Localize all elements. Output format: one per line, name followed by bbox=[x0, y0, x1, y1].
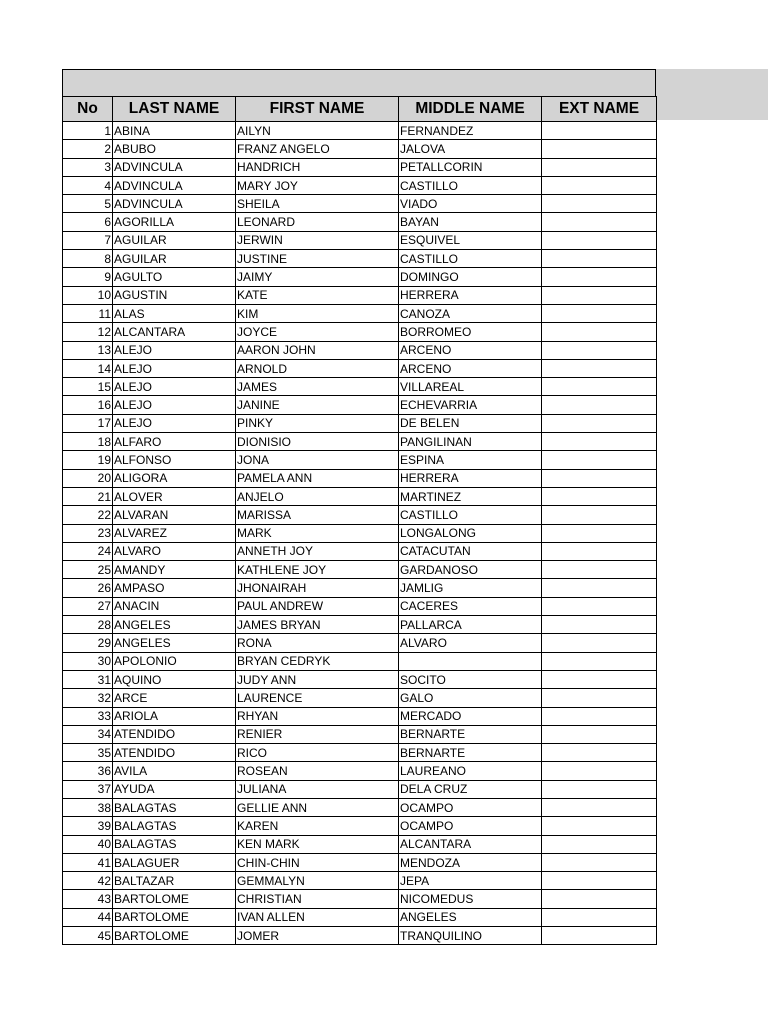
cell-ext-name[interactable] bbox=[542, 359, 657, 377]
cell-no[interactable]: 40 bbox=[63, 835, 113, 853]
table-row bbox=[63, 762, 657, 780]
table-row bbox=[63, 670, 657, 688]
cell-last-name[interactable]: ALEJO bbox=[113, 396, 236, 414]
cell-no[interactable]: 14 bbox=[63, 359, 113, 377]
column-header-last-name[interactable]: LAST NAME bbox=[113, 97, 236, 122]
cell-last-name[interactable]: AGULTO bbox=[113, 268, 236, 286]
cell-ext-name[interactable] bbox=[542, 286, 657, 304]
cell-ext-name[interactable] bbox=[542, 122, 657, 140]
cell-middle-name[interactable]: PETALLCORIN bbox=[399, 158, 542, 176]
cell-last-name[interactable]: AQUINO bbox=[113, 670, 236, 688]
cell-last-name[interactable]: ARIOLA bbox=[113, 707, 236, 725]
cell-last-name[interactable]: ANGELES bbox=[113, 634, 236, 652]
cell-ext-name[interactable] bbox=[542, 670, 657, 688]
cell-no[interactable]: 10 bbox=[63, 286, 113, 304]
cell-last-name[interactable]: ALCANTARA bbox=[113, 323, 236, 341]
cell-ext-name[interactable] bbox=[542, 780, 657, 798]
cell-ext-name[interactable] bbox=[542, 579, 657, 597]
table-row bbox=[63, 707, 657, 725]
cell-ext-name[interactable] bbox=[542, 817, 657, 835]
cell-first-name[interactable]: LAURENCE bbox=[236, 689, 399, 707]
cell-no[interactable]: 31 bbox=[63, 670, 113, 688]
cell-no[interactable]: 18 bbox=[63, 433, 113, 451]
table-row bbox=[63, 231, 657, 249]
cell-ext-name[interactable] bbox=[542, 652, 657, 670]
cell-ext-name[interactable] bbox=[542, 506, 657, 524]
cell-last-name[interactable]: BALAGUER bbox=[113, 853, 236, 871]
table-row bbox=[63, 908, 657, 926]
cell-first-name[interactable]: MARISSA bbox=[236, 506, 399, 524]
cell-no[interactable]: 30 bbox=[63, 652, 113, 670]
cell-middle-name[interactable]: CASTILLO bbox=[399, 176, 542, 194]
cell-ext-name[interactable] bbox=[542, 927, 657, 945]
cell-first-name[interactable]: ANJELO bbox=[236, 487, 399, 505]
table-row bbox=[63, 250, 657, 268]
cell-ext-name[interactable] bbox=[542, 890, 657, 908]
table-row bbox=[63, 634, 657, 652]
cell-no[interactable]: 27 bbox=[63, 597, 113, 615]
cell-ext-name[interactable] bbox=[542, 231, 657, 249]
cell-no[interactable]: 41 bbox=[63, 853, 113, 871]
cell-first-name[interactable]: GELLIE ANN bbox=[236, 798, 399, 816]
cell-middle-name[interactable]: ESPINA bbox=[399, 451, 542, 469]
cell-last-name[interactable]: AGUILAR bbox=[113, 250, 236, 268]
cell-first-name[interactable]: AILYN bbox=[236, 122, 399, 140]
cell-first-name[interactable]: PAMELA ANN bbox=[236, 469, 399, 487]
cell-middle-name[interactable]: ESQUIVEL bbox=[399, 231, 542, 249]
cell-no[interactable]: 21 bbox=[63, 487, 113, 505]
cell-no[interactable]: 6 bbox=[63, 213, 113, 231]
cell-first-name[interactable]: FRANZ ANGELO bbox=[236, 140, 399, 158]
cell-first-name[interactable]: JERWIN bbox=[236, 231, 399, 249]
cell-ext-name[interactable] bbox=[542, 744, 657, 762]
cell-middle-name[interactable]: PALLARCA bbox=[399, 616, 542, 634]
cell-middle-name[interactable] bbox=[399, 652, 542, 670]
cell-middle-name[interactable]: JEPA bbox=[399, 872, 542, 890]
cell-no[interactable]: 26 bbox=[63, 579, 113, 597]
cell-first-name[interactable]: JAMES BRYAN bbox=[236, 616, 399, 634]
table-row bbox=[63, 542, 657, 560]
table-row bbox=[63, 780, 657, 798]
cell-last-name[interactable]: ALVARO bbox=[113, 542, 236, 560]
cell-ext-name[interactable] bbox=[542, 414, 657, 432]
cell-middle-name[interactable]: MERCADO bbox=[399, 707, 542, 725]
cell-ext-name[interactable] bbox=[542, 323, 657, 341]
cell-last-name[interactable]: ALEJO bbox=[113, 378, 236, 396]
cell-last-name[interactable]: ALIGORA bbox=[113, 469, 236, 487]
cell-middle-name[interactable]: SOCITO bbox=[399, 670, 542, 688]
table-row bbox=[63, 927, 657, 945]
cell-last-name[interactable]: ALVARAN bbox=[113, 506, 236, 524]
cell-first-name[interactable]: AARON JOHN bbox=[236, 341, 399, 359]
cell-last-name[interactable]: BARTOLOME bbox=[113, 927, 236, 945]
cell-last-name[interactable]: ALOVER bbox=[113, 487, 236, 505]
cell-last-name[interactable]: BALAGTAS bbox=[113, 835, 236, 853]
cell-first-name[interactable]: GEMMALYN bbox=[236, 872, 399, 890]
cell-middle-name[interactable]: HERRERA bbox=[399, 286, 542, 304]
table-row bbox=[63, 140, 657, 158]
cell-first-name[interactable]: KAREN bbox=[236, 817, 399, 835]
cell-middle-name[interactable]: ECHEVARRIA bbox=[399, 396, 542, 414]
cell-ext-name[interactable] bbox=[542, 524, 657, 542]
cell-first-name[interactable]: ARNOLD bbox=[236, 359, 399, 377]
cell-ext-name[interactable] bbox=[542, 396, 657, 414]
table-row bbox=[63, 176, 657, 194]
cell-last-name[interactable]: ATENDIDO bbox=[113, 725, 236, 743]
header-fill-band bbox=[656, 69, 768, 120]
cell-middle-name[interactable]: CANOZA bbox=[399, 304, 542, 322]
column-header-no[interactable]: No bbox=[63, 97, 113, 122]
cell-ext-name[interactable] bbox=[542, 707, 657, 725]
cell-last-name[interactable]: ANGELES bbox=[113, 616, 236, 634]
cell-middle-name[interactable]: MARTINEZ bbox=[399, 487, 542, 505]
cell-last-name[interactable]: AMANDY bbox=[113, 561, 236, 579]
cell-middle-name[interactable]: DE BELEN bbox=[399, 414, 542, 432]
cell-ext-name[interactable] bbox=[542, 195, 657, 213]
cell-last-name[interactable]: AMPASO bbox=[113, 579, 236, 597]
cell-first-name[interactable]: RENIER bbox=[236, 725, 399, 743]
table-row bbox=[63, 579, 657, 597]
cell-first-name[interactable]: RONA bbox=[236, 634, 399, 652]
cell-ext-name[interactable] bbox=[542, 689, 657, 707]
table-row bbox=[63, 725, 657, 743]
cell-ext-name[interactable] bbox=[542, 304, 657, 322]
cell-first-name[interactable]: JANINE bbox=[236, 396, 399, 414]
cell-middle-name[interactable]: CACERES bbox=[399, 597, 542, 615]
table-row bbox=[63, 597, 657, 615]
cell-middle-name[interactable]: ALCANTARA bbox=[399, 835, 542, 853]
cell-middle-name[interactable]: HERRERA bbox=[399, 469, 542, 487]
cell-last-name[interactable]: ATENDIDO bbox=[113, 744, 236, 762]
cell-no[interactable]: 38 bbox=[63, 798, 113, 816]
cell-no[interactable]: 25 bbox=[63, 561, 113, 579]
cell-first-name[interactable]: JOYCE bbox=[236, 323, 399, 341]
cell-last-name[interactable]: AGUSTIN bbox=[113, 286, 236, 304]
cell-last-name[interactable]: ALEJO bbox=[113, 341, 236, 359]
table-row bbox=[63, 744, 657, 762]
cell-last-name[interactable]: ADVINCULA bbox=[113, 195, 236, 213]
cell-middle-name[interactable]: LONGALONG bbox=[399, 524, 542, 542]
table-row bbox=[63, 506, 657, 524]
cell-no[interactable]: 39 bbox=[63, 817, 113, 835]
table-row bbox=[63, 341, 657, 359]
cell-ext-name[interactable] bbox=[542, 616, 657, 634]
cell-middle-name[interactable]: BORROMEO bbox=[399, 323, 542, 341]
cell-middle-name[interactable]: ANGELES bbox=[399, 908, 542, 926]
table-row bbox=[63, 469, 657, 487]
cell-middle-name[interactable]: ALVARO bbox=[399, 634, 542, 652]
cell-first-name[interactable]: HANDRICH bbox=[236, 158, 399, 176]
table-row bbox=[63, 798, 657, 816]
table-row bbox=[63, 524, 657, 542]
table-row bbox=[63, 835, 657, 853]
cell-last-name[interactable]: ALFARO bbox=[113, 433, 236, 451]
table-row bbox=[63, 414, 657, 432]
cell-no[interactable]: 7 bbox=[63, 231, 113, 249]
cell-last-name[interactable]: APOLONIO bbox=[113, 652, 236, 670]
cell-no[interactable]: 45 bbox=[63, 927, 113, 945]
column-header-ext-name[interactable]: EXT NAME bbox=[542, 97, 657, 122]
cell-ext-name[interactable] bbox=[542, 853, 657, 871]
cell-first-name[interactable]: MARY JOY bbox=[236, 176, 399, 194]
cell-no[interactable]: 12 bbox=[63, 323, 113, 341]
cell-first-name[interactable]: ROSEAN bbox=[236, 762, 399, 780]
table-row bbox=[63, 853, 657, 871]
cell-no[interactable]: 24 bbox=[63, 542, 113, 560]
cell-first-name[interactable]: KATHLENE JOY bbox=[236, 561, 399, 579]
cell-no[interactable]: 15 bbox=[63, 378, 113, 396]
cell-ext-name[interactable] bbox=[542, 872, 657, 890]
cell-last-name[interactable]: ALEJO bbox=[113, 414, 236, 432]
table-row bbox=[63, 689, 657, 707]
cell-middle-name[interactable]: OCAMPO bbox=[399, 817, 542, 835]
header-row bbox=[63, 97, 657, 122]
cell-last-name[interactable]: ALAS bbox=[113, 304, 236, 322]
table-row bbox=[63, 304, 657, 322]
table-row bbox=[63, 268, 657, 286]
name-list-sheet bbox=[62, 69, 656, 945]
cell-first-name[interactable]: SHEILA bbox=[236, 195, 399, 213]
cell-middle-name[interactable]: LAUREANO bbox=[399, 762, 542, 780]
cell-middle-name[interactable]: BERNARTE bbox=[399, 725, 542, 743]
cell-last-name[interactable]: AGUILAR bbox=[113, 231, 236, 249]
cell-ext-name[interactable] bbox=[542, 487, 657, 505]
cell-last-name[interactable]: ABINA bbox=[113, 122, 236, 140]
table-row bbox=[63, 616, 657, 634]
cell-ext-name[interactable] bbox=[542, 250, 657, 268]
names-table bbox=[62, 96, 657, 945]
cell-first-name[interactable]: PAUL ANDREW bbox=[236, 597, 399, 615]
cell-ext-name[interactable] bbox=[542, 176, 657, 194]
cell-first-name[interactable]: JULIANA bbox=[236, 780, 399, 798]
table-row bbox=[63, 359, 657, 377]
cell-middle-name[interactable]: VIADO bbox=[399, 195, 542, 213]
cell-first-name[interactable]: RICO bbox=[236, 744, 399, 762]
cell-no[interactable]: 16 bbox=[63, 396, 113, 414]
table-row bbox=[63, 378, 657, 396]
cell-ext-name[interactable] bbox=[542, 798, 657, 816]
cell-ext-name[interactable] bbox=[542, 213, 657, 231]
cell-ext-name[interactable] bbox=[542, 835, 657, 853]
cell-no[interactable]: 9 bbox=[63, 268, 113, 286]
cell-first-name[interactable]: ANNETH JOY bbox=[236, 542, 399, 560]
cell-first-name[interactable]: CHRISTIAN bbox=[236, 890, 399, 908]
cell-first-name[interactable]: JUSTINE bbox=[236, 250, 399, 268]
cell-no[interactable]: 1 bbox=[63, 122, 113, 140]
cell-last-name[interactable]: ADVINCULA bbox=[113, 176, 236, 194]
cell-ext-name[interactable] bbox=[542, 378, 657, 396]
table-row bbox=[63, 122, 657, 140]
cell-middle-name[interactable]: PANGILINAN bbox=[399, 433, 542, 451]
table-row bbox=[63, 817, 657, 835]
cell-last-name[interactable]: BARTOLOME bbox=[113, 908, 236, 926]
cell-no[interactable]: 44 bbox=[63, 908, 113, 926]
cell-first-name[interactable]: JONA bbox=[236, 451, 399, 469]
cell-middle-name[interactable]: JALOVA bbox=[399, 140, 542, 158]
cell-middle-name[interactable]: MENDOZA bbox=[399, 853, 542, 871]
cell-no[interactable]: 5 bbox=[63, 195, 113, 213]
cell-ext-name[interactable] bbox=[542, 561, 657, 579]
table-row bbox=[63, 652, 657, 670]
table-row bbox=[63, 195, 657, 213]
cell-first-name[interactable]: PINKY bbox=[236, 414, 399, 432]
cell-middle-name[interactable]: DOMINGO bbox=[399, 268, 542, 286]
cell-no[interactable]: 13 bbox=[63, 341, 113, 359]
cell-no[interactable]: 4 bbox=[63, 176, 113, 194]
cell-no[interactable]: 37 bbox=[63, 780, 113, 798]
cell-first-name[interactable]: MARK bbox=[236, 524, 399, 542]
cell-first-name[interactable]: JOMER bbox=[236, 927, 399, 945]
cell-ext-name[interactable] bbox=[542, 158, 657, 176]
cell-middle-name[interactable]: BERNARTE bbox=[399, 744, 542, 762]
cell-first-name[interactable]: CHIN-CHIN bbox=[236, 853, 399, 871]
cell-last-name[interactable]: ALEJO bbox=[113, 359, 236, 377]
cell-first-name[interactable]: RHYAN bbox=[236, 707, 399, 725]
cell-middle-name[interactable]: NICOMEDUS bbox=[399, 890, 542, 908]
cell-no[interactable]: 28 bbox=[63, 616, 113, 634]
cell-middle-name[interactable]: JAMLIG bbox=[399, 579, 542, 597]
cell-last-name[interactable]: AVILA bbox=[113, 762, 236, 780]
cell-first-name[interactable]: JAIMY bbox=[236, 268, 399, 286]
cell-first-name[interactable]: JUDY ANN bbox=[236, 670, 399, 688]
cell-last-name[interactable]: BARTOLOME bbox=[113, 890, 236, 908]
cell-first-name[interactable]: JAMES bbox=[236, 378, 399, 396]
cell-last-name[interactable]: ABUBO bbox=[113, 140, 236, 158]
cell-middle-name[interactable]: GARDANOSO bbox=[399, 561, 542, 579]
table-row bbox=[63, 487, 657, 505]
cell-ext-name[interactable] bbox=[542, 341, 657, 359]
cell-last-name[interactable]: ARCE bbox=[113, 689, 236, 707]
table-row bbox=[63, 396, 657, 414]
cell-middle-name[interactable]: ARCENO bbox=[399, 359, 542, 377]
cell-middle-name[interactable]: VILLAREAL bbox=[399, 378, 542, 396]
cell-last-name[interactable]: ANACIN bbox=[113, 597, 236, 615]
cell-first-name[interactable]: LEONARD bbox=[236, 213, 399, 231]
cell-middle-name[interactable]: TRANQUILINO bbox=[399, 927, 542, 945]
column-header-first-name[interactable]: FIRST NAME bbox=[236, 97, 399, 122]
cell-no[interactable]: 43 bbox=[63, 890, 113, 908]
table-row bbox=[63, 286, 657, 304]
cell-middle-name[interactable]: ARCENO bbox=[399, 341, 542, 359]
cell-first-name[interactable]: DIONISIO bbox=[236, 433, 399, 451]
cell-middle-name[interactable]: GALO bbox=[399, 689, 542, 707]
cell-ext-name[interactable] bbox=[542, 634, 657, 652]
table-row bbox=[63, 451, 657, 469]
cell-no[interactable]: 42 bbox=[63, 872, 113, 890]
cell-last-name[interactable]: AGORILLA bbox=[113, 213, 236, 231]
table-row bbox=[63, 890, 657, 908]
table-row bbox=[63, 158, 657, 176]
cell-last-name[interactable]: BALTAZAR bbox=[113, 872, 236, 890]
cell-ext-name[interactable] bbox=[542, 433, 657, 451]
cell-middle-name[interactable]: CATACUTAN bbox=[399, 542, 542, 560]
cell-first-name[interactable]: KEN MARK bbox=[236, 835, 399, 853]
table-row bbox=[63, 323, 657, 341]
cell-first-name[interactable]: KATE bbox=[236, 286, 399, 304]
cell-ext-name[interactable] bbox=[542, 140, 657, 158]
cell-no[interactable]: 23 bbox=[63, 524, 113, 542]
table-body bbox=[63, 122, 657, 945]
cell-middle-name[interactable]: CASTILLO bbox=[399, 506, 542, 524]
cell-middle-name[interactable]: CASTILLO bbox=[399, 250, 542, 268]
cell-middle-name[interactable]: OCAMPO bbox=[399, 798, 542, 816]
cell-last-name[interactable]: BALAGTAS bbox=[113, 817, 236, 835]
cell-no[interactable]: 2 bbox=[63, 140, 113, 158]
cell-ext-name[interactable] bbox=[542, 725, 657, 743]
cell-no[interactable]: 35 bbox=[63, 744, 113, 762]
cell-first-name[interactable]: JHONAIRAH bbox=[236, 579, 399, 597]
cell-no[interactable]: 11 bbox=[63, 304, 113, 322]
cell-no[interactable]: 32 bbox=[63, 689, 113, 707]
cell-last-name[interactable]: BALAGTAS bbox=[113, 798, 236, 816]
cell-middle-name[interactable]: DELA CRUZ bbox=[399, 780, 542, 798]
cell-middle-name[interactable]: FERNANDEZ bbox=[399, 122, 542, 140]
cell-ext-name[interactable] bbox=[542, 268, 657, 286]
cell-no[interactable]: 36 bbox=[63, 762, 113, 780]
cell-last-name[interactable]: AYUDA bbox=[113, 780, 236, 798]
cell-no[interactable]: 19 bbox=[63, 451, 113, 469]
cell-no[interactable]: 33 bbox=[63, 707, 113, 725]
cell-ext-name[interactable] bbox=[542, 597, 657, 615]
table-row bbox=[63, 433, 657, 451]
cell-ext-name[interactable] bbox=[542, 451, 657, 469]
cell-first-name[interactable]: BRYAN CEDRYK bbox=[236, 652, 399, 670]
sheet-title-row bbox=[62, 69, 656, 96]
cell-ext-name[interactable] bbox=[542, 469, 657, 487]
cell-no[interactable]: 17 bbox=[63, 414, 113, 432]
cell-ext-name[interactable] bbox=[542, 542, 657, 560]
cell-no[interactable]: 22 bbox=[63, 506, 113, 524]
cell-first-name[interactable]: KIM bbox=[236, 304, 399, 322]
column-header-middle-name[interactable]: MIDDLE NAME bbox=[399, 97, 542, 122]
cell-no[interactable]: 29 bbox=[63, 634, 113, 652]
cell-no[interactable]: 3 bbox=[63, 158, 113, 176]
table-row bbox=[63, 561, 657, 579]
cell-ext-name[interactable] bbox=[542, 762, 657, 780]
cell-no[interactable]: 20 bbox=[63, 469, 113, 487]
cell-ext-name[interactable] bbox=[542, 908, 657, 926]
table-row bbox=[63, 872, 657, 890]
cell-last-name[interactable]: ALFONSO bbox=[113, 451, 236, 469]
cell-no[interactable]: 34 bbox=[63, 725, 113, 743]
cell-middle-name[interactable]: BAYAN bbox=[399, 213, 542, 231]
cell-last-name[interactable]: ALVAREZ bbox=[113, 524, 236, 542]
cell-no[interactable]: 8 bbox=[63, 250, 113, 268]
table-row bbox=[63, 213, 657, 231]
cell-first-name[interactable]: IVAN ALLEN bbox=[236, 908, 399, 926]
cell-last-name[interactable]: ADVINCULA bbox=[113, 158, 236, 176]
